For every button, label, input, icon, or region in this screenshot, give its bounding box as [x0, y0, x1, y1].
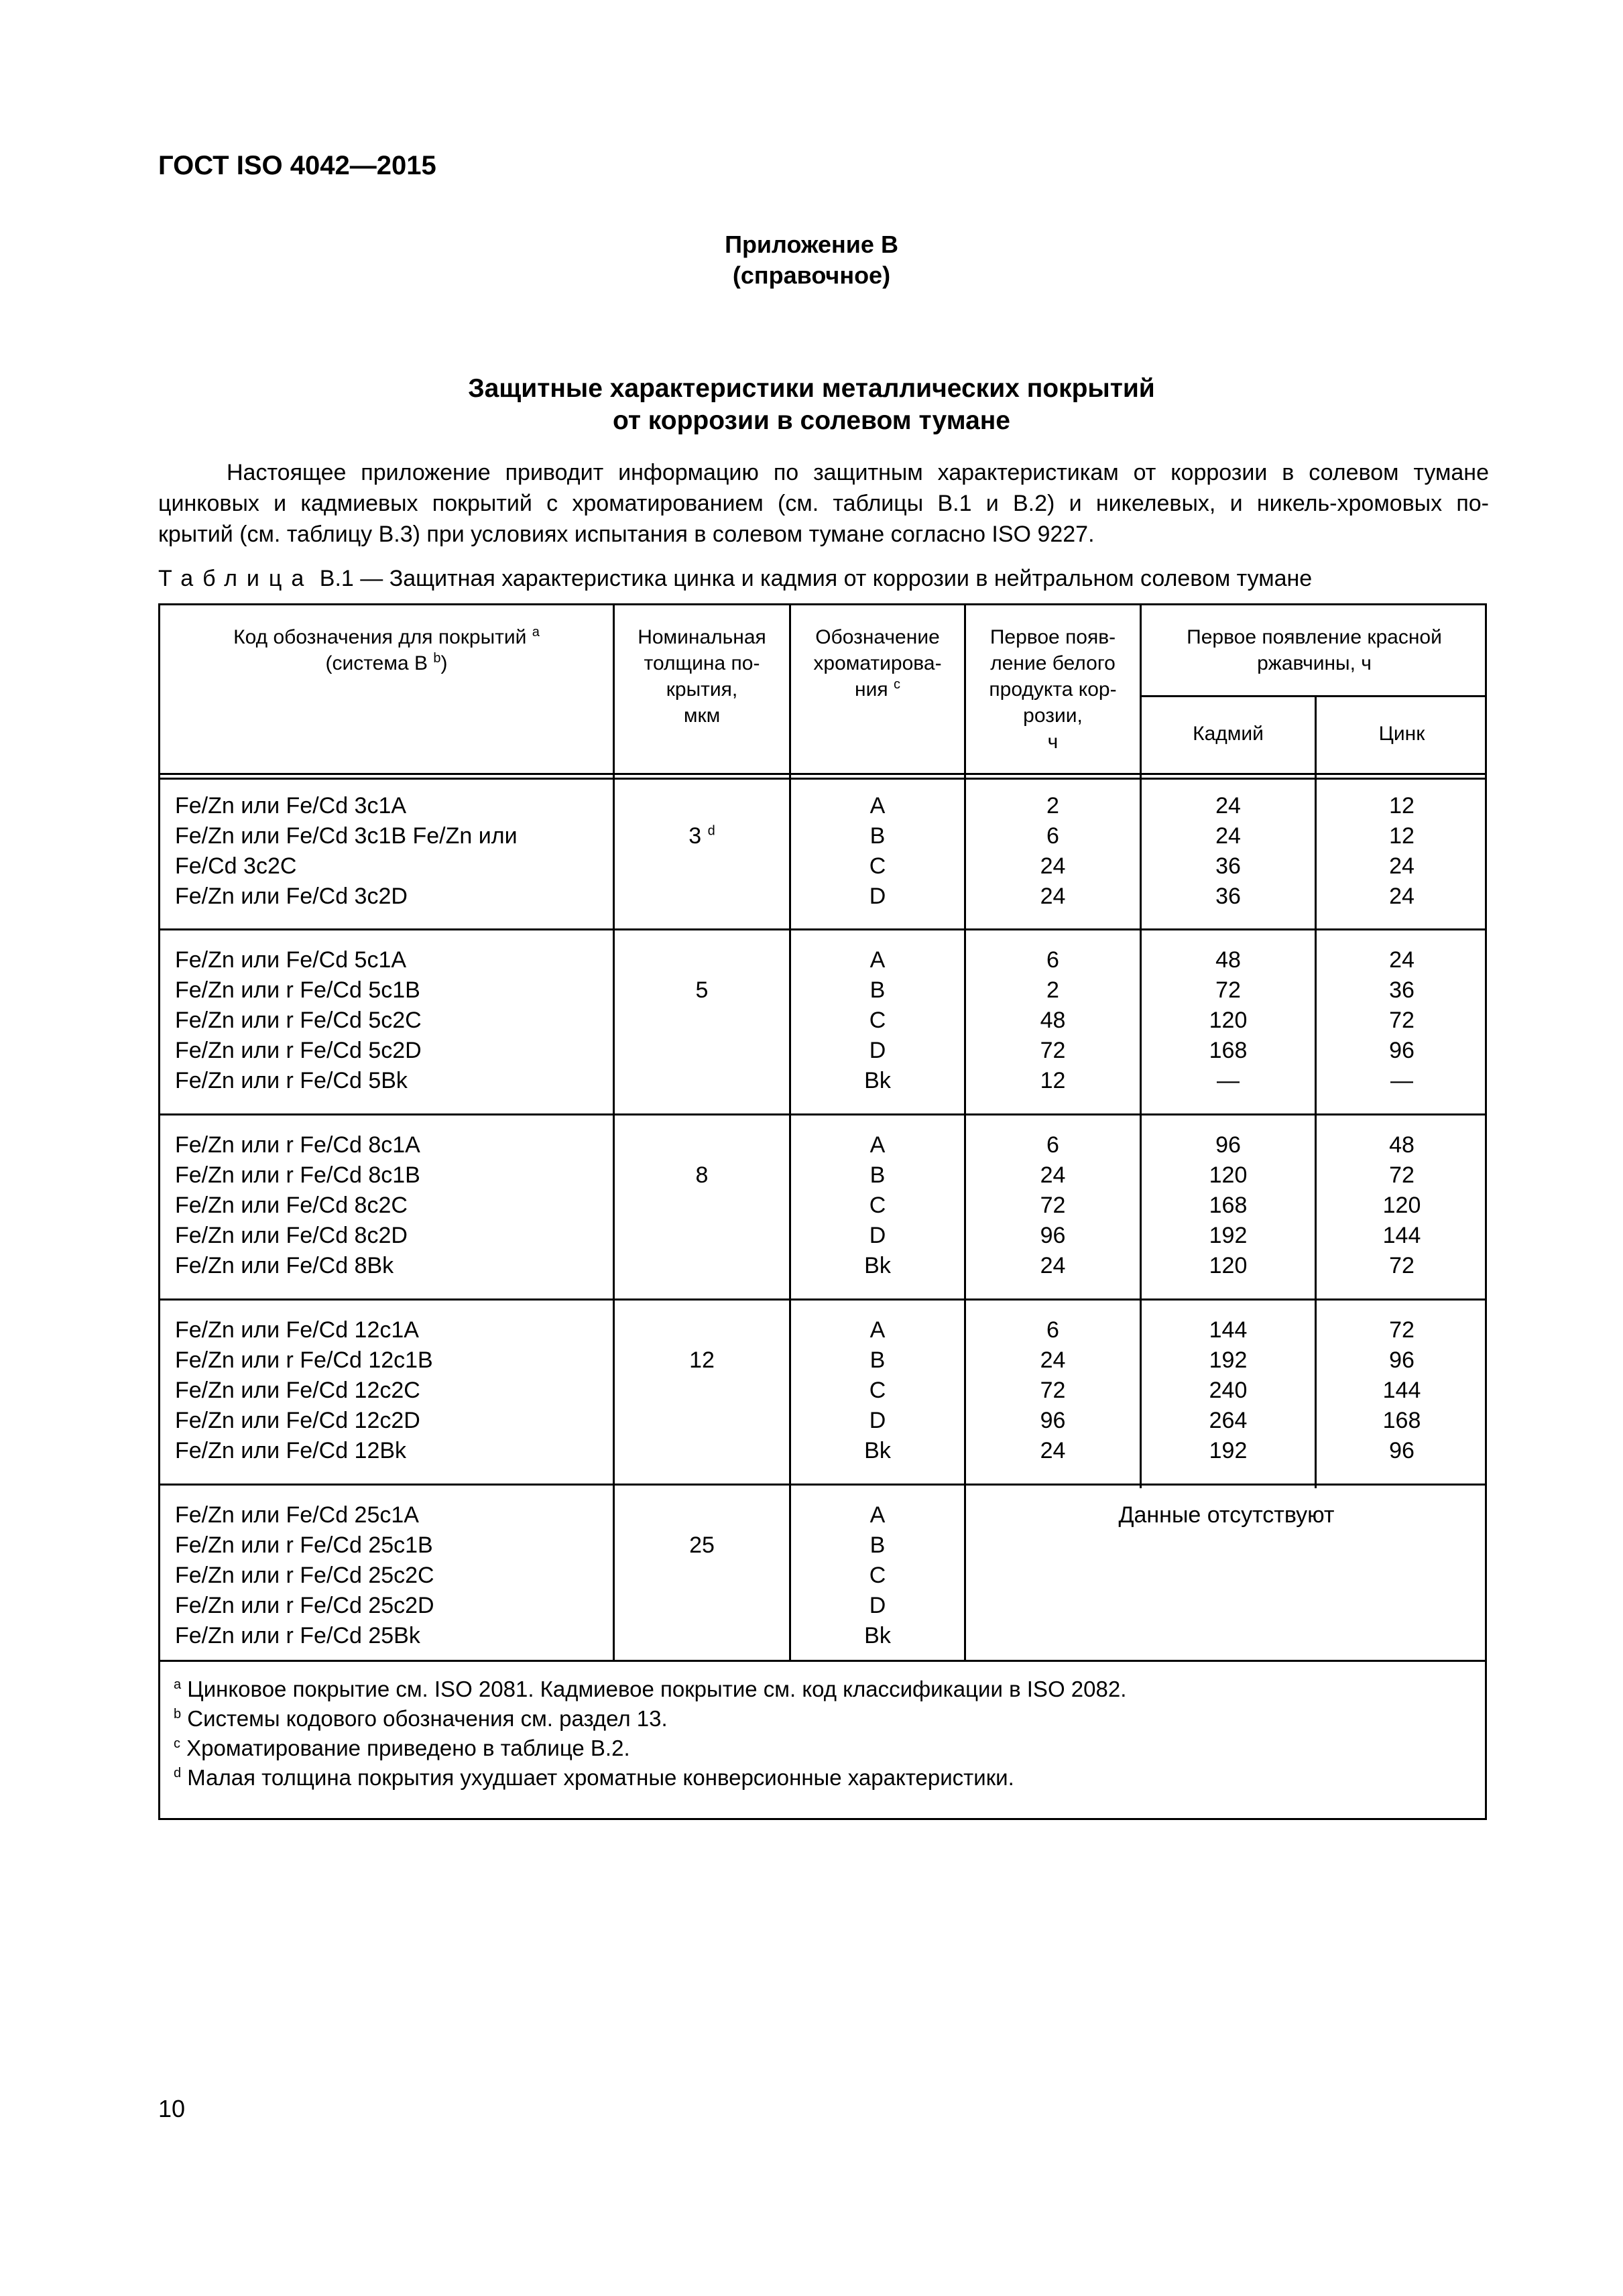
- header-line: ч: [1047, 731, 1059, 753]
- document-header: ГОСТ ISO 4042—2015: [158, 151, 436, 180]
- thickness-value: 8: [695, 1162, 709, 1188]
- code-value: Fe/Zn или Fe/Cd 12Bk: [175, 1438, 407, 1463]
- white-value: 72: [1040, 1193, 1066, 1218]
- chromate-value: Bk: [864, 1068, 891, 1093]
- header-line: продукта кор-: [989, 678, 1117, 701]
- cadmium-value: 24: [1215, 823, 1241, 849]
- chromate-value: B: [869, 1532, 886, 1558]
- header-cadmium: Кадмий: [1193, 723, 1264, 745]
- zinc-value: 144: [1382, 1223, 1421, 1248]
- chromate-value: A: [869, 1132, 886, 1158]
- chromate-value: C: [869, 853, 886, 879]
- group-separator: [160, 1113, 1487, 1115]
- zinc-cell: [1317, 1315, 1487, 1466]
- thickness-value: 12: [689, 1347, 715, 1373]
- annex-subtitle: (справочное): [732, 261, 891, 289]
- zinc-value: 12: [1389, 793, 1415, 819]
- chromate-value: C: [869, 1563, 886, 1588]
- footnote-text: Малая толщина покрытия ухудшает хроматные конверсионные характеристики.: [187, 1765, 1014, 1790]
- white-value: 2: [1046, 793, 1059, 819]
- code-cell: [175, 791, 518, 912]
- chromate-value: B: [869, 1162, 886, 1188]
- footnote: [174, 1675, 1126, 1704]
- white-value: 24: [1040, 1347, 1066, 1373]
- chromate-value: Bk: [864, 1623, 891, 1648]
- table-caption-text: В.1 — Защитная характеристика цинка и кадмия от коррозии в нейтральном солевом тумане: [319, 566, 1313, 591]
- white-value: 96: [1040, 1223, 1066, 1248]
- code-value: Fe/Zn или r Fe/Cd 25c1B: [175, 1532, 433, 1558]
- white-value: 24: [1040, 853, 1066, 879]
- cadmium-value: 48: [1215, 947, 1241, 973]
- thickness-cell: [615, 1530, 789, 1561]
- code-value: Fe/Zn или Fe/Cd 8Bk: [175, 1253, 394, 1278]
- chromate-value: A: [869, 1502, 886, 1528]
- code-value: Fe/Zn или Fe/Cd 12c1A: [175, 1317, 419, 1343]
- zinc-value: 144: [1382, 1378, 1421, 1403]
- header-white-corrosion: [966, 624, 1140, 755]
- cadmium-value: 36: [1215, 853, 1241, 879]
- chromate-value: D: [869, 1593, 886, 1618]
- header-line: хроматирова-: [813, 652, 942, 674]
- chromate-value: A: [869, 793, 886, 819]
- white-value: 96: [1040, 1408, 1066, 1433]
- header-line: розии,: [1023, 705, 1083, 727]
- code-cell: [175, 1130, 420, 1281]
- code-cell: [175, 1315, 433, 1466]
- header-line: ния: [855, 678, 888, 701]
- code-value: Fe/Zn или r Fe/Cd 5c2C: [175, 1008, 422, 1033]
- code-value: Fe/Zn или Fe/Cd 8c2D: [175, 1223, 408, 1248]
- zinc-value: 120: [1382, 1193, 1421, 1218]
- chromate-value: Bk: [864, 1438, 891, 1463]
- no-data-text: Данные отсутствуют: [1118, 1502, 1335, 1528]
- chromate-value: B: [869, 977, 886, 1003]
- code-value: Fe/Zn или Fe/Cd 12c2C: [175, 1378, 420, 1403]
- white-value: 6: [1046, 947, 1059, 973]
- intro-line: крытий (см. таблицу В.3) при условиях испытания в солевом тумане согласно ISO 9227.: [158, 522, 1095, 547]
- chromate-value: B: [869, 823, 886, 849]
- chromate-value: D: [869, 1408, 886, 1433]
- header-line: ржавчины, ч: [1257, 652, 1372, 674]
- white-value: 24: [1040, 884, 1066, 909]
- header-line: мкм: [683, 705, 721, 727]
- code-value: Fe/Zn или r Fe/Cd 12c1B: [175, 1347, 433, 1373]
- cadmium-value: 36: [1215, 884, 1241, 909]
- header-rule: [160, 778, 1487, 780]
- header-line: Первое появление красной: [1187, 626, 1442, 648]
- white-value: 72: [1040, 1378, 1066, 1403]
- section-title-line2: от коррозии в солевом тумане: [612, 406, 1011, 435]
- header-line: толщина по-: [644, 652, 760, 674]
- white-corrosion-cell: [966, 945, 1140, 1096]
- zinc-value: 72: [1389, 1317, 1415, 1343]
- footnote-text: Системы кодового обозначения см. раздел 13.: [187, 1706, 668, 1731]
- table-caption-prefix: Таблица: [158, 566, 314, 591]
- zinc-value: 96: [1389, 1438, 1415, 1463]
- code-value: Fe/Zn или Fe/Cd 5c1A: [175, 947, 407, 973]
- footnote: [174, 1704, 668, 1734]
- chromate-cell: [791, 791, 964, 912]
- zinc-value: 96: [1389, 1347, 1415, 1373]
- zinc-cell: [1317, 945, 1487, 1096]
- cadmium-value: 120: [1209, 1253, 1248, 1278]
- footnote-mark: b: [433, 651, 441, 666]
- footnote-mark: d: [707, 823, 715, 839]
- header-line: Номинальная: [638, 626, 766, 648]
- chromate-value: D: [869, 1038, 886, 1063]
- annex-heading: [0, 229, 1623, 291]
- cadmium-value: 264: [1209, 1408, 1248, 1433]
- cadmium-value: 192: [1209, 1223, 1248, 1248]
- header-line: Обозначение: [815, 626, 940, 648]
- chromate-cell: [791, 1500, 964, 1651]
- footnote-mark: c: [174, 1736, 180, 1751]
- thickness-value: 5: [695, 977, 709, 1003]
- code-value: Fe/Zn или r Fe/Cd 25c2D: [175, 1593, 434, 1618]
- intro-line: Настоящее приложение приводит информацию по защитным характеристикам от коррозии в солевом тумане: [227, 460, 1489, 485]
- white-corrosion-cell: [966, 1315, 1140, 1466]
- footnote-text: Цинковое покрытие см. ISO 2081. Кадмиевое покрытие см. код классификации в ISO 2082.: [187, 1677, 1127, 1701]
- header-rule: [160, 773, 1487, 775]
- chromate-value: B: [869, 1347, 886, 1373]
- cadmium-cell: [1142, 945, 1315, 1096]
- code-value: Fe/Zn или Fe/Cd 25c1A: [175, 1502, 419, 1528]
- zinc-value: 24: [1389, 853, 1415, 879]
- thickness-cell: [615, 821, 789, 851]
- white-value: 2: [1046, 977, 1059, 1003]
- thickness-cell: [615, 1345, 789, 1376]
- cadmium-value: 144: [1209, 1317, 1248, 1343]
- footnote-mark: d: [174, 1766, 182, 1780]
- code-value: Fe/Zn или Fe/Cd 3c1A: [175, 793, 407, 819]
- code-value: Fe/Zn или Fe/Cd 3c1B Fe/Zn или: [175, 823, 518, 849]
- code-value: Fe/Cd 3c2C: [175, 853, 297, 879]
- zinc-value: 48: [1389, 1132, 1415, 1158]
- code-value: Fe/Zn или r Fe/Cd 25Bk: [175, 1623, 420, 1648]
- thickness-value: 3: [688, 823, 702, 849]
- zinc-value: 24: [1389, 947, 1415, 973]
- zinc-value: 36: [1389, 977, 1415, 1003]
- cadmium-value: —: [1217, 1068, 1240, 1093]
- code-value: Fe/Zn или r Fe/Cd 5c2D: [175, 1038, 422, 1063]
- white-value: 24: [1040, 1162, 1066, 1188]
- cadmium-value: 72: [1215, 977, 1241, 1003]
- white-value: 12: [1040, 1068, 1066, 1093]
- header-code-line: (система В: [325, 652, 428, 674]
- chromate-value: A: [869, 1317, 886, 1343]
- footnote-mark: a: [532, 625, 540, 640]
- chromate-value: D: [869, 1223, 886, 1248]
- chromate-cell: [791, 945, 964, 1096]
- zinc-cell: [1317, 791, 1487, 912]
- header-chromate: [791, 624, 964, 703]
- column-divider: [613, 605, 615, 1660]
- thickness-value: 25: [689, 1532, 715, 1558]
- cadmium-value: 120: [1209, 1162, 1248, 1188]
- zinc-cell: [1317, 1130, 1487, 1281]
- intro-paragraph: [158, 457, 1489, 550]
- header-red-rust: [1142, 624, 1487, 676]
- group-separator: [160, 928, 1487, 930]
- zinc-value: 72: [1389, 1253, 1415, 1278]
- footnote: [174, 1734, 630, 1763]
- footnote: [174, 1763, 1014, 1793]
- code-cell: [175, 1500, 434, 1651]
- section-title-line1: Защитные характеристики металлических покрытий: [468, 374, 1155, 403]
- cadmium-value: 168: [1209, 1038, 1248, 1063]
- code-value: Fe/Zn или r Fe/Cd 8c1B: [175, 1162, 420, 1188]
- page-number: 10: [158, 2095, 186, 2122]
- code-value: Fe/Zn или r Fe/Cd 5Bk: [175, 1068, 408, 1093]
- white-corrosion-cell: [966, 791, 1140, 912]
- chromate-value: D: [869, 884, 886, 909]
- no-data-cell: [966, 1500, 1487, 1530]
- header-line: крытия,: [666, 678, 738, 701]
- chromate-value: A: [869, 947, 886, 973]
- cadmium-cell: [1142, 791, 1315, 912]
- chromate-value: C: [869, 1378, 886, 1403]
- code-value: Fe/Zn или r Fe/Cd 8c1A: [175, 1132, 420, 1158]
- code-value: Fe/Zn или Fe/Cd 12c2D: [175, 1408, 420, 1433]
- footnote-separator: [160, 1660, 1487, 1662]
- zinc-value: 168: [1382, 1408, 1421, 1433]
- section-title: [0, 373, 1623, 437]
- white-value: 6: [1046, 1132, 1059, 1158]
- white-value: 72: [1040, 1038, 1066, 1063]
- zinc-value: 72: [1389, 1162, 1415, 1188]
- header-code-line: ): [440, 652, 448, 674]
- code-value: Fe/Zn или r Fe/Cd 5c1B: [175, 977, 420, 1003]
- cadmium-value: 192: [1209, 1438, 1248, 1463]
- chromate-value: Bk: [864, 1253, 891, 1278]
- cadmium-cell: [1142, 1315, 1315, 1466]
- cadmium-value: 24: [1215, 793, 1241, 819]
- zinc-value: 12: [1389, 823, 1415, 849]
- thickness-cell: [615, 1160, 789, 1191]
- header-zinc: Цинк: [1378, 723, 1425, 745]
- zinc-value: 72: [1389, 1008, 1415, 1033]
- cadmium-value: 168: [1209, 1193, 1248, 1218]
- chromate-cell: [791, 1130, 964, 1281]
- white-value: 24: [1040, 1438, 1066, 1463]
- zinc-value: —: [1390, 1068, 1413, 1093]
- code-value: Fe/Zn или r Fe/Cd 25c2C: [175, 1563, 434, 1588]
- chromate-cell: [791, 1315, 964, 1466]
- cadmium-value: 120: [1209, 1008, 1248, 1033]
- header-code-line: Код обозначения для покрытий: [233, 626, 527, 648]
- corrosion-table: [158, 603, 1487, 1820]
- header-line: Первое появ-: [989, 626, 1116, 648]
- thickness-cell: [615, 975, 789, 1006]
- footnote-mark: a: [174, 1677, 182, 1692]
- white-value: 6: [1046, 823, 1059, 849]
- annex-title: Приложение В: [725, 231, 898, 258]
- chromate-value: C: [869, 1193, 886, 1218]
- intro-line: цинковых и кадмиевых покрытий с хроматированием (см. таблицы В.1 и В.2) и никелевых, и никель-хромовых по-: [158, 491, 1489, 516]
- header-thickness: [615, 624, 789, 729]
- code-value: Fe/Zn или Fe/Cd 8c2C: [175, 1193, 408, 1218]
- cadmium-value: 240: [1209, 1378, 1248, 1403]
- zinc-value: 96: [1389, 1038, 1415, 1063]
- white-value: 24: [1040, 1253, 1066, 1278]
- chromate-value: C: [869, 1008, 886, 1033]
- group-separator: [160, 1298, 1487, 1301]
- header-subdivider: [1140, 695, 1487, 697]
- cadmium-value: 192: [1209, 1347, 1248, 1373]
- cadmium-cell: [1142, 1130, 1315, 1281]
- footnote-text: Хроматирование приведено в таблице В.2.: [186, 1736, 630, 1760]
- white-value: 6: [1046, 1317, 1059, 1343]
- footnote-mark: b: [174, 1707, 182, 1721]
- footnote-mark: c: [893, 677, 900, 692]
- code-value: Fe/Zn или Fe/Cd 3c2D: [175, 884, 408, 909]
- white-corrosion-cell: [966, 1130, 1140, 1281]
- code-cell: [175, 945, 422, 1096]
- header-code: [160, 624, 613, 676]
- zinc-value: 24: [1389, 884, 1415, 909]
- group-separator: [160, 1484, 1487, 1486]
- white-value: 48: [1040, 1008, 1066, 1033]
- header-line: ление белого: [990, 652, 1116, 674]
- cadmium-value: 96: [1215, 1132, 1241, 1158]
- table-caption: [158, 563, 1312, 594]
